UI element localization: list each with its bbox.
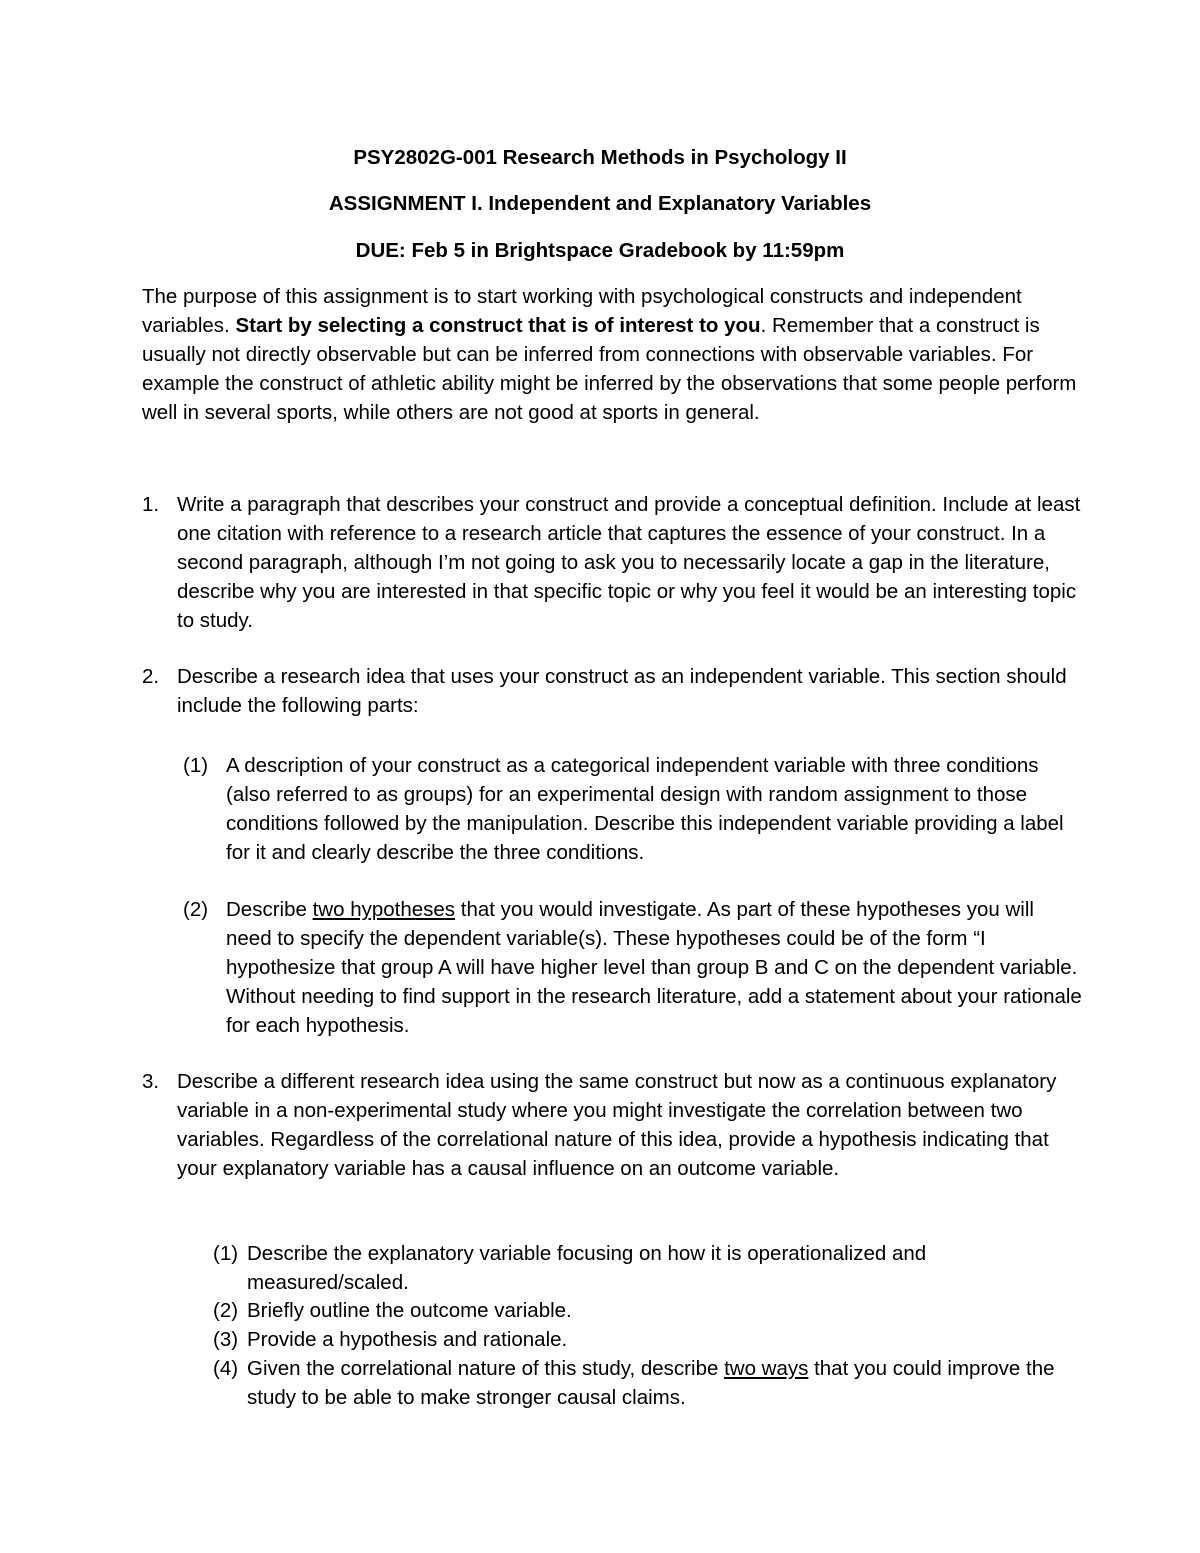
list-item-2: [142, 662, 1082, 720]
intro-paragraph: [142, 282, 1082, 427]
sub-item-number: (2): [183, 898, 209, 921]
sub-item-text: Provide a hypothesis and rationale.: [247, 1328, 568, 1351]
list-item-text: Describe a research idea that uses your construct as an independent variable. This section should include the following parts:: [177, 665, 1067, 717]
list-item-1: [142, 490, 1082, 635]
sub-item-text-pre: Given the correlational nature of this study, describe: [247, 1357, 725, 1380]
underlined-phrase: two hypotheses: [312, 898, 456, 921]
sub-item-3-4: [213, 1354, 1083, 1412]
list-item-text: Describe a different research idea using the same construct but now as a continuous explanatory variable in a non-experimental study where you might investigate the correlation between two variables. Regardless of the correlational nature of this idea, provide a hypothesis indicating that your explanatory variable has a causal influence on an outcome variable.: [177, 1070, 1057, 1180]
intro-bold-instruction: Start by selecting a construct that is of interest to you: [235, 314, 761, 337]
course-title: PSY2802G-001 Research Methods in Psychology II: [353, 146, 847, 169]
assignment-title: ASSIGNMENT I. Independent and Explanatory Variables: [328, 192, 872, 215]
sub-item-number: (1): [183, 754, 209, 777]
due-date: DUE: Feb 5 in Brightspace Gradebook by 11:59pm: [355, 239, 845, 262]
intro-text-part1: The purpose of this assignment is to start working with psychological constructs and independent variables.: [142, 285, 1022, 337]
sub-item-text-pre: Describe: [226, 898, 313, 921]
sub-item-3-1: [213, 1239, 1083, 1297]
sub-item-2-2: [183, 895, 1083, 1040]
underlined-phrase: two ways: [724, 1357, 809, 1380]
intro-text-part2: . Remember that a construct is usually not directly observable but can be inferred from connections with observable variables. For example the construct of athletic ability might be inferred by the observations that some people perform well in several sports, while others are not good at sports in general.: [142, 314, 1077, 424]
sub-item-text: Describe the explanatory variable focusing on how it is operationalized and measured/scaled.: [247, 1242, 927, 1294]
sub-item-text: [226, 895, 1083, 1040]
sub-item-text: [247, 1354, 1083, 1412]
sub-item-text-post: that you could improve the study to be able to make stronger causal claims.: [247, 1357, 1055, 1409]
sub-item-number: (3): [213, 1328, 239, 1351]
sub-item-text: A description of your construct as a categorical independent variable with three conditions (also referred to as groups) for an experimental design with random assignment to those conditions followed by the manipulation. Describe this independent variable providing a label for it and clearly describe the three conditions.: [226, 754, 1064, 864]
sub-item-text: Briefly outline the outcome variable.: [247, 1299, 572, 1322]
sub-item-number: (2): [213, 1299, 239, 1322]
list-item-3: [142, 1067, 1082, 1183]
sub-item-number: (4): [213, 1357, 239, 1380]
list-item-number: 2.: [142, 665, 160, 688]
list-item-number: 3.: [142, 1070, 160, 1093]
list-item-text: Write a paragraph that describes your construct and provide a conceptual definition. Include at least one citation with reference to a research article that captures the essence of your construct. In a second paragraph, although I’m not going to ask you to necessarily locate a gap in the literature, describe why you are interested in that specific topic or why you feel it would be an interesting topic to study.: [177, 493, 1081, 632]
sub-item-number: (1): [213, 1242, 239, 1265]
sub-item-2-1: [183, 751, 1083, 867]
sub-item-text-post: that you would investigate. As part of these hypotheses you will need to specify the dependent variable(s). These hypotheses could be of the form “I hypothesize that group A will have higher level than group B and C on the dependent variable. Without needing to find support in the research literature, add a statement about your rationale for each hypothesis.: [226, 898, 1082, 1037]
sub-item-3-2: [213, 1296, 1083, 1325]
list-item-number: 1.: [142, 493, 160, 516]
sub-item-3-3: [213, 1325, 1083, 1354]
